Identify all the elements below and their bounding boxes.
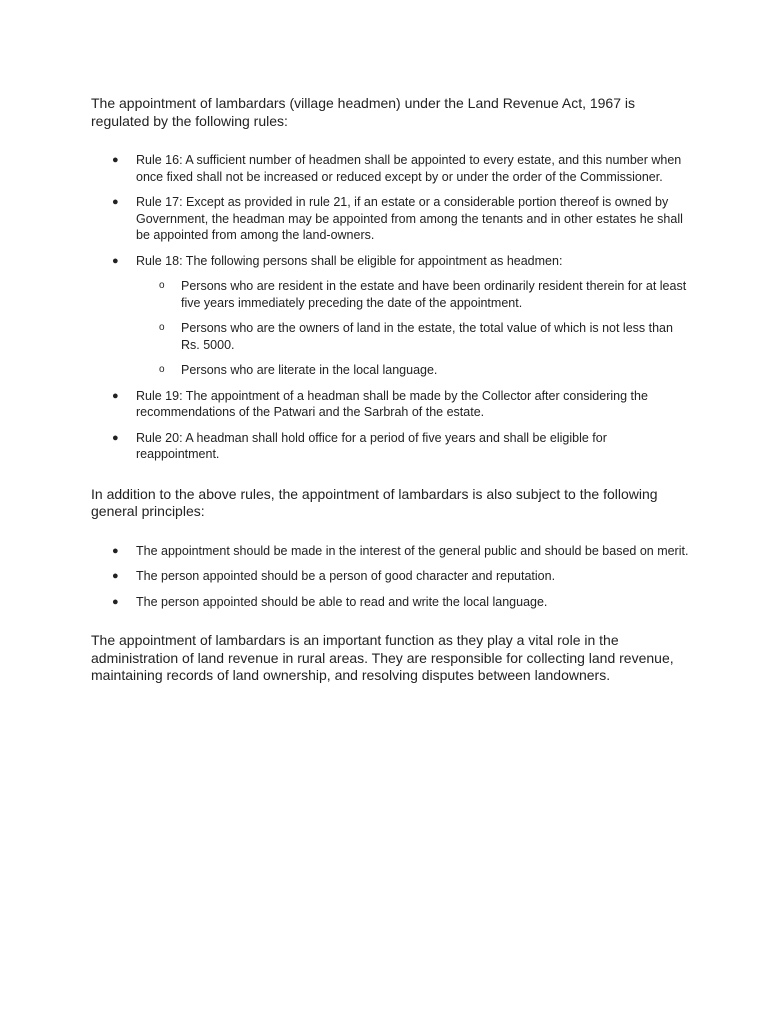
bullet-icon: ● (112, 389, 119, 402)
sublist-item (136, 320, 691, 353)
bullet-icon: ● (112, 154, 119, 166)
intro-paragraph: The appointment of lambardars (village headmen) under the Land Revenue Act, 1967 is regulated by the following rules: (91, 95, 636, 129)
list-item-principle (91, 594, 691, 611)
principles-paragraph: In addition to the above rules, the appointment of lambardars is also subject to the following general principles: (91, 485, 658, 519)
rule-text: Rule 16: A sufficient number of headmen shall be appointed to every estate, and this number when once fixed shall not be increased or reduced except by or under the order of the Commissioner. (136, 153, 682, 184)
circle-bullet-icon: o (159, 322, 165, 333)
bullet-icon: ● (112, 595, 119, 608)
bullet-icon: ● (112, 196, 119, 208)
list-item-rule-20 (91, 430, 691, 463)
list-item-rule-17 (91, 194, 691, 244)
sublist-item (136, 278, 691, 311)
principle-text: The person appointed should be able to read and write the local language. (136, 594, 548, 609)
bullet-icon: ● (112, 570, 119, 582)
eligibility-sublist (136, 278, 691, 379)
bullet-icon: ● (112, 431, 119, 444)
principle-text: The appointment should be made in the interest of the general public and should be based on merit. (136, 543, 689, 558)
list-item-rule-18 (91, 253, 691, 379)
sublist-item (136, 362, 691, 379)
list-item-principle (91, 568, 691, 585)
list-item-rule-19 (91, 388, 691, 421)
conclusion-paragraph: The appointment of lambardars is an important function as they play a vital role in the administration of land revenue in rural areas. They are responsible for collecting land revenue, maintaining records of land ownership, and resolving disputes between landowners. (91, 632, 674, 683)
bullet-icon: ● (112, 544, 119, 557)
rules-list (91, 152, 691, 463)
sublist-text: Persons who are resident in the estate and have been ordinarily resident therein for at least five years immediately preceding the date of the appointment. (181, 279, 687, 310)
bullet-icon: ● (112, 254, 119, 267)
rule-text: Rule 19: The appointment of a headman shall be made by the Collector after considering the recommendations of the Patwari and the Sarbrah of the estate. (136, 388, 648, 419)
list-item-principle (91, 543, 691, 560)
list-item-rule-16 (91, 152, 691, 185)
rule-text: Rule 18: The following persons shall be eligible for appointment as headmen: (136, 253, 563, 268)
circle-bullet-icon: o (159, 364, 165, 375)
document-page (91, 95, 691, 685)
principles-list (91, 543, 691, 611)
sublist-text: Persons who are literate in the local language. (181, 363, 438, 377)
rule-text: Rule 17: Except as provided in rule 21, if an estate or a considerable portion thereof is owned by Government, the headman may be appointed from among the tenants and in other estates he shall be appointed from among the land-owners. (136, 195, 683, 242)
rule-text: Rule 20: A headman shall hold office for a period of five years and shall be eligible for reappointment. (136, 430, 607, 461)
circle-bullet-icon: o (159, 280, 165, 291)
principle-text: The person appointed should be a person of good character and reputation. (136, 569, 556, 583)
sublist-text: Persons who are the owners of land in the estate, the total value of which is not less than Rs. 5000. (181, 321, 673, 352)
